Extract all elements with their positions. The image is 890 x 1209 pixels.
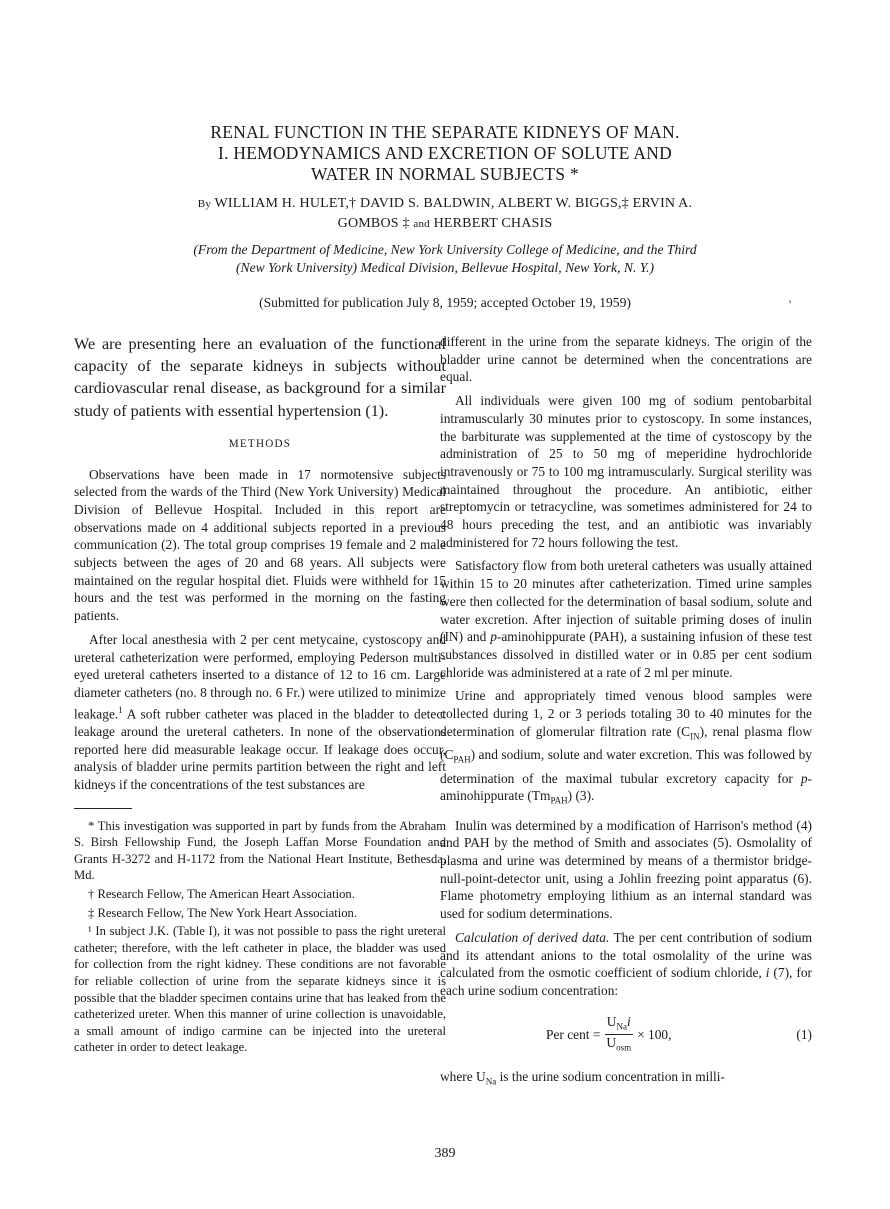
anesthesia-paragraph: All individuals were given 100 mg of sodium pentobarbital intramuscularly 30 minutes prior to cystoscopy. In some instances, the barbiturate was supplemented at the time of cystoscopy by the administration of 25 to 50 mg of meperidine hydrochloride intravenously or 75 to 100 mg intramuscularly. Surgical sterility was maintained throughout the procedure. An antibiotic, either streptomycin or tetracycline, was sometimes administered for 24 to 48 hours preceding the test, and an antibiotic was invariably administered for 72 hours following the test.: [440, 393, 812, 550]
authors-line-2b: HERBERT CHASIS: [433, 216, 553, 231]
equation-denominator: [604, 1035, 633, 1056]
footnote-rule: [74, 808, 132, 809]
authors-line-1: WILLIAM H. HULET,† DAVID S. BALDWIN, ALBERT W. BIGGS,‡ ERVIN A.: [214, 196, 693, 211]
italic-p-2: p: [800, 770, 808, 786]
eq-num-sub: Na: [616, 1021, 627, 1032]
infusion-paragraph: [440, 557, 812, 681]
sub-in: IN: [690, 731, 700, 742]
equation-label: (1): [796, 1026, 812, 1042]
eq-den-u: U: [606, 1035, 617, 1051]
title-line-1: RENAL FUNCTION IN THE SEPARATE KIDNEYS OF MAN.: [210, 122, 680, 142]
affiliation: [80, 241, 810, 277]
methods-paragraph-2a: After local anesthesia with 2 per cent metycaine, cystoscopy and ureteral catheterization were performed, employing Pederson multi-eyed ureteral catheters inserted to a distance of 12 to 16 cm. Large diameter catheters (no. 8 through no. 6 Fr.) were utilized to minimize leakage.: [74, 631, 446, 722]
methods-paragraph-2b: A soft rubber catheter was placed in the bladder to detect leakage around the ureteral catheters. In none of the observations reported here did measurable leakage occur. If leakage does occur, analysis of bladder urine permits partition between the right and left kidneys if the concentrations of the test substances are: [74, 706, 446, 792]
eq-num-i: i: [626, 1013, 631, 1029]
footnotes: [74, 818, 446, 1056]
calculation-text-b: (7), for each urine sodium concentration:: [440, 965, 812, 998]
footnote-star: * This investigation was supported in part by funds from the Abraham S. Birsh Fellowship Fund, the Joseph Laffan Morse Foundation and Grants H-3272 and H-1172 from the National Heart Institute, Bethesda, Md.: [74, 818, 446, 883]
sampling-text-e: ) (3).: [567, 788, 595, 804]
left-column: [74, 333, 446, 1058]
right-column: [440, 333, 812, 1097]
where-sub: Na: [485, 1076, 497, 1087]
footnote-double-dagger: ‡ Research Fellow, The New York Heart Association.: [88, 905, 357, 920]
article-title: [80, 122, 810, 185]
title-line-2: I. HEMODYNAMICS AND EXCRETION OF SOLUTE AND: [218, 143, 672, 163]
authors-by: By: [197, 198, 212, 210]
equation-fraction: [604, 1014, 633, 1056]
equation-lhs: Per cent =: [546, 1026, 601, 1042]
equation-rhs: × 100,: [637, 1026, 672, 1042]
authors-and: and: [413, 218, 430, 230]
stray-mark: ': [789, 297, 792, 311]
sub-tm-pah: PAH: [550, 795, 568, 806]
equation-1: [440, 1014, 812, 1056]
methods-paragraph-1: Observations have been made in 17 normotensive subjects selected from the wards of the Third (New York University) Medical Division of Bellevue Hospital. Included in this report are observations made on 4 additional subjects reported in a previous communication (2). The total group comprises 19 female and 2 male subjects between the ages of 20 and 68 years. All subjects were maintained on the regular hospital diet. Fluids were withheld for 15 hours and the test was performed in the morning on the fasting patients.: [74, 466, 446, 624]
continued-paragraph: different in the urine from the separate kidneys. The origin of the bladder urine cannot be determined when the concentrations are equal.: [440, 334, 812, 385]
author-list: [80, 194, 810, 234]
sampling-text-c: ) and sodium, solute and water excretion. This was followed by determination of the maximal tubular excretory capacity for: [440, 747, 812, 786]
calculation-text-a: The per cent contribution of sodium and its attendant anions to the total osmolality of the urine was calculated from the osmotic coefficient of sodium chloride,: [440, 929, 812, 981]
footnote-ref-1: 1: [118, 704, 123, 715]
affiliation-line-1: (From the Department of Medicine, New York University College of Medicine, and the Third: [193, 242, 697, 257]
authors-line-2a: GOMBOS ‡: [337, 216, 410, 231]
sampling-text-b: ), renal plasma flow (C: [440, 723, 812, 763]
eq-den-sub: osm: [616, 1042, 632, 1053]
assay-paragraph: Inulin was determined by a modification of Harrison's method (4) and PAH by the method of Smith and associates (5). Osmolality of plasma and urine was determined by means of a thermistor bridge-null-point-detector unit, using a Johlin freezing point apparatus (6). Flame photometry employing lithium as an internal standard was used for sodium determinations.: [440, 817, 812, 922]
calculation-paragraph: [440, 929, 812, 1000]
where-text-b: is the urine sodium concentration in milli-: [496, 1068, 725, 1084]
where-text-a: where U: [440, 1068, 486, 1084]
article-header: [80, 122, 810, 312]
methods-paragraph-2: [74, 631, 446, 794]
equation-numerator: [605, 1014, 633, 1036]
methods-heading: METHODS: [228, 437, 292, 450]
intro-paragraph: We are presenting here an evaluation of the functional capacity of the separate kidneys in subjects without cardiovascular renal disease, as background for a similar study of patients with essential hypertension (1).: [74, 335, 446, 420]
page-number: 389: [434, 1146, 456, 1161]
infusion-text-a: Satisfactory flow from both ureteral catheters was usually attained within 15 to 20 minutes after catheterization. Timed urine samples were then collected for the determination of basal sodium, solute and water excretion. After injection of suitable priming doses of inulin (IN) and: [440, 558, 812, 645]
italic-i: i: [765, 965, 770, 981]
submission-dates: (Submitted for publication July 8, 1959; accepted October 19, 1959): [259, 295, 631, 310]
calculation-heading: Calculation of derived data.: [455, 929, 610, 945]
affiliation-line-2: (New York University) Medical Division, Bellevue Hospital, New York, N. Y.): [236, 260, 654, 275]
footnote-1: ¹ In subject J.K. (Table I), it was not possible to pass the right ureteral catheter; therefore, with the left catheter in place, the bladder was used for collection from the right kidney. These conditions are not favorable for reliable collection of urine from the separate kidneys since it is possible that the bladder specimen contains urine that has leaked from the catheterized ureter. When this manner of urine collection is unavoidable, a small amount of indigo carmine can be injected into the ureteral catheter in order to detect leakage.: [74, 924, 446, 1055]
sampling-text-a: Urine and appropriately timed venous blood samples were collected during 1, 2 or 3 periods totaling 30 to 40 minutes for the determination of glomerular filtration rate (C: [440, 688, 812, 739]
sub-pah: PAH: [453, 754, 471, 765]
footnote-dagger: † Research Fellow, The American Heart Association.: [88, 887, 355, 902]
sampling-text-d: -aminohippurate (Tm: [440, 770, 812, 804]
title-line-3: WATER IN NORMAL SUBJECTS *: [310, 164, 580, 184]
italic-p-1: p: [490, 629, 497, 645]
where-paragraph: [440, 1068, 812, 1091]
sampling-paragraph: [440, 687, 812, 810]
infusion-text-b: -aminohippurate (PAH), a sustaining infusion of these test substances dissolved in distilled water or in 0.85 per cent sodium chloride was administered at a rate of 2 ml per minute.: [440, 629, 812, 680]
eq-num-u: U: [606, 1013, 617, 1029]
